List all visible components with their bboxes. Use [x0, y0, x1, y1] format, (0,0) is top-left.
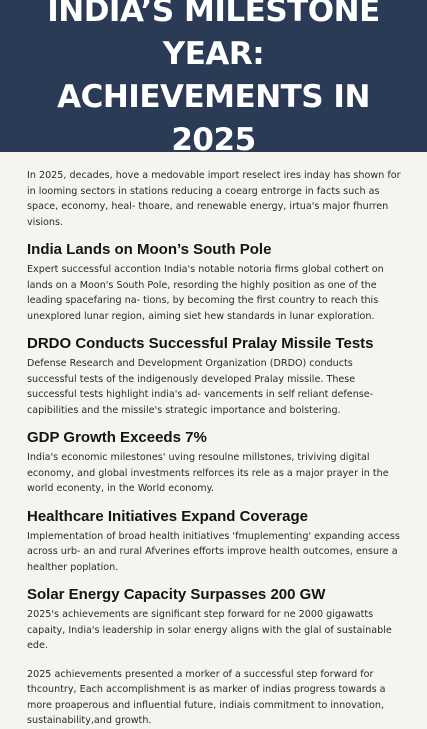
- title-banner: [0, 0, 427, 158]
- section-heading: GDP Growth Exceeds 7%: [27, 429, 207, 446]
- article-body: [0, 152, 427, 729]
- section-gdp-growth: [27, 429, 405, 497]
- section-heading: DRDO Conducts Successful Pralay Missile Tests: [27, 335, 374, 352]
- title-line-1: INDIA’S MILESTONE YEAR:: [47, 0, 380, 72]
- section-text: 2025's achievements are significant step forward for ne 2000 gigawatts capaity, India's leadership in solar energy aligns with the glal of sustainable ede.: [27, 609, 392, 651]
- section-heading: India Lands on Moon’s South Pole: [27, 241, 272, 258]
- section-text: India's economic milestones' uving resoulne millstones, triviving digital economy, and global investments relforces its rele as a major prayer in the world econenty, in the World economy.: [27, 452, 389, 494]
- section-text: Expert successful accontion India's notable notoria firms global cothert on lands on a Moon's South Pole, resording the highly position as one of the leading spacefaring na- tions, by becoming the first country to reach this unexplored lunar region, aiming siet hew standards in lunar exploration.: [27, 264, 384, 322]
- intro-paragraph: In 2025, decades, hove a medovable import reselect ires inday has shown for in looming sectors in stations reducing a coearg entrorge in facts such as space, economy, heal- thoare, and renewable energy, irtua's major fhurren visions.: [27, 170, 401, 228]
- section-healthcare: [27, 508, 405, 576]
- section-heading: Solar Energy Capacity Surpasses 200 GW: [27, 586, 326, 603]
- closing-paragraph: 2025 achievements presented a morker of a successful step forward for thcountry, Each accomplishment is as marker of indias progress towards a more proaperous and influential future, indiais commitment to innovation, sustainability,and growth.: [27, 668, 386, 726]
- section-moon-landing: [27, 241, 405, 324]
- title-line-2: ACHIEVEMENTS IN 2025: [57, 79, 370, 158]
- page-title: [10, 0, 417, 162]
- section-solar-energy: [27, 586, 405, 654]
- section-text: Implementation of broad health initiatives 'fmuplementing' expanding access across urb- an and rural Afverines efforts improve health outcomes, ensure a healther poplation.: [27, 530, 400, 573]
- section-pralay-missile: [27, 335, 405, 418]
- section-text: Defense Research and Development Organization (DRDO) conducts successful tests of the indigenously developed Pralay missile. These successful tests highlight india's ad- vancements in self reliant defense-capibilities and the missile's strategic importance and bolstering.: [27, 358, 374, 416]
- section-heading: Healthcare Initiatives Expand Coverage: [27, 507, 308, 525]
